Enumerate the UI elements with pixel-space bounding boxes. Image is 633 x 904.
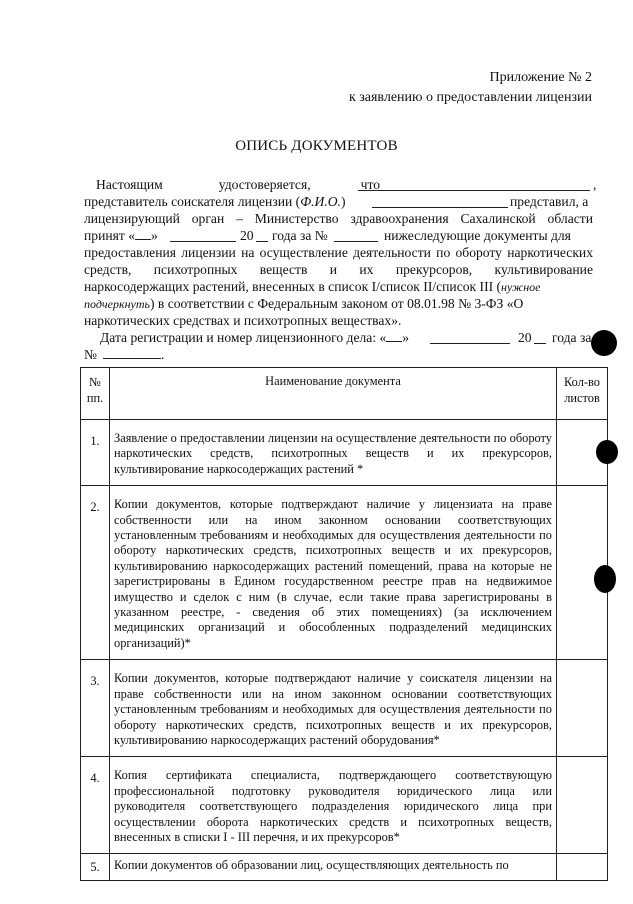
row-document-name: Копия сертификата специалиста, подтверждающего соответствующую профессиональной подготовку руководителя юридического лица или руководителя соответствующего подразделения юридического лица при осуществлении оборота наркотических средств и психотропных веществ, внесенных в списки I - III перечня, и их прекурсоров*	[110, 757, 557, 854]
intro-text: представитель соискателя лицензии (	[84, 194, 301, 209]
documents-table	[80, 367, 608, 881]
intro-line-9: наркотических средствах и психотропных веществах».	[84, 313, 402, 328]
blank-field-reg-day[interactable]	[386, 329, 402, 342]
header-sheet-count: Кол-во листов	[557, 368, 608, 420]
intro-line-6: средств, психотропных веществ и их прекурсоров, культивирование	[84, 262, 593, 277]
blank-field-month[interactable]	[170, 229, 236, 242]
blank-field-case-number[interactable]	[103, 346, 161, 359]
intro-text: 20	[240, 228, 254, 243]
row-sheet-count-cell[interactable]	[557, 854, 608, 880]
intro-line-1: Настоящим удостоверяется, что ,	[96, 177, 597, 192]
intro-word: Настоящим	[96, 177, 163, 192]
intro-text: )	[340, 194, 346, 209]
intro-text: »	[151, 228, 158, 243]
intro-line-8	[84, 295, 593, 314]
row-document-name: Заявление о предоставлении лицензии на осуществление деятельности по обороту наркотических средств, психотропных веществ и их прекурсоров, культивирование наркосодержащих растений *	[110, 420, 557, 486]
blank-field-reg-month[interactable]	[430, 331, 510, 344]
intro-text: .	[160, 347, 165, 362]
intro-italic: нужное	[501, 280, 541, 294]
blank-field-applicant[interactable]	[358, 178, 590, 191]
row-sheet-count-cell[interactable]	[557, 757, 608, 854]
row-number: 1.	[81, 420, 110, 486]
blank-field-representative[interactable]	[372, 195, 508, 208]
intro-text: »	[402, 330, 410, 345]
blank-field-number[interactable]	[334, 229, 378, 242]
row-document-name: Копии документов об образовании лиц, осуществляющих деятельность по	[110, 854, 557, 880]
intro-text: №	[84, 347, 97, 362]
fio-label: Ф.И.О.	[300, 194, 341, 209]
table-row	[81, 486, 608, 660]
intro-word: что	[360, 177, 381, 192]
registration-line	[100, 329, 593, 347]
intro-italic: подчеркнуть	[84, 297, 150, 311]
blank-field-reg-year[interactable]	[534, 331, 546, 344]
row-sheet-count-cell[interactable]	[557, 660, 608, 757]
header-number: № пп.	[81, 368, 110, 420]
intro-text: наркосодержащих растений, внесенных в список I/список II/список III (	[84, 279, 502, 294]
blank-field-year[interactable]	[256, 229, 268, 242]
punch-hole-mark	[594, 565, 616, 593]
intro-text: Дата регистрации и номер лицензионного дела: «	[100, 330, 387, 345]
intro-text: 20	[518, 330, 532, 345]
registration-number-line	[84, 346, 593, 364]
blank-field-day[interactable]	[135, 227, 151, 240]
intro-text: представил, а	[510, 194, 589, 209]
intro-text: года за	[552, 330, 592, 345]
intro-text: года за №	[272, 228, 328, 243]
row-number: 3.	[81, 660, 110, 757]
intro-text: нижеследующие документы для	[384, 228, 571, 243]
punch-hole-mark	[591, 330, 617, 356]
intro-line-2	[84, 193, 593, 211]
appendix-reference: к заявлению о предоставлении лицензии	[348, 90, 592, 105]
row-number: 5.	[81, 854, 110, 880]
row-number: 4.	[81, 757, 110, 854]
intro-line-4	[84, 227, 593, 245]
intro-word: удостоверяется,	[218, 177, 311, 192]
punch-hole-mark	[596, 440, 618, 464]
table-row	[81, 854, 608, 880]
header-document-name: Наименование документа	[110, 368, 557, 420]
table-row	[81, 420, 608, 486]
appendix-number: Приложение № 2	[489, 70, 592, 85]
table-header-row	[81, 368, 608, 420]
intro-line-7	[84, 278, 593, 297]
table-row	[81, 660, 608, 757]
table-row	[81, 757, 608, 854]
row-document-name: Копии документов, которые подтверждают наличие у лицензиата на праве собственности или на ином законном основании соответствующих установленным требованиям и необходимых для осуществления деятельности по обороту наркотических средств, психотропных веществ и их прекурсоров, культивированию наркосодержащих растений помещений, права на которые не зарегистрированы в Едином государственном реестре прав на недвижимое имущество и сделок с ним (в случае, если такие права зарегистрированы в указанном реестре, - сведения об этих помещениях) (за исключением медицинских организаций и обособленных подразделений медицинских организаций)*	[110, 486, 557, 660]
intro-text: ) в соответствии с Федеральным законом от 08.01.98 № 3-ФЗ «О	[149, 296, 524, 311]
intro-text: принят «	[84, 228, 136, 243]
document-title: ОПИСЬ ДОКУМЕНТОВ	[235, 138, 398, 154]
row-number: 2.	[81, 486, 110, 660]
row-document-name: Копии документов, которые подтверждают наличие у соискателя лицензии на праве собственности или на ином законном основании соответствующих установленным требованиям и необходимых для осуществления деятельности по обороту наркотических средств, психотропных веществ и их прекурсоров, культивированию наркосодержащих растений оборудования*	[110, 660, 557, 757]
intro-line-5: предоставления лицензии на осуществление деятельности по обороту наркотических	[84, 245, 593, 260]
intro-line-3: лицензирующий орган – Министерство здравоохранения Сахалинской области	[84, 211, 593, 226]
